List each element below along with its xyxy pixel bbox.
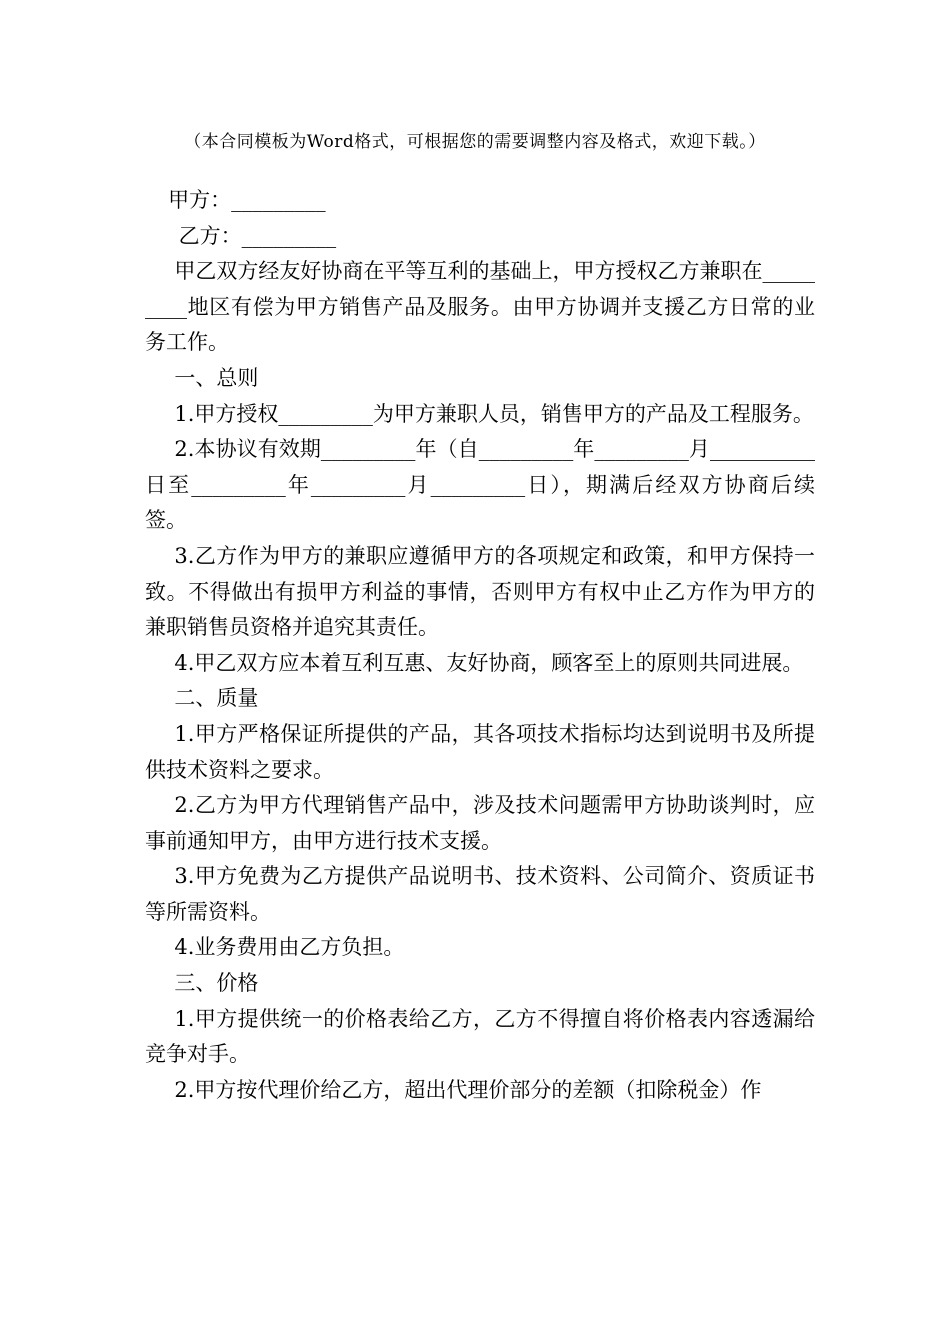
clause-3-1: 1.甲方提供统一的价格表给乙方，乙方不得擅自将价格表内容透漏给竞争对手。: [145, 1006, 815, 1067]
section-heading-quality: 二、质量: [174, 686, 259, 711]
section-heading-general: 一、总则: [174, 365, 259, 390]
clause-1-2: 2.本协议有效期_________年（自_________年_________月__________日至_________年_________月_________日），期满后经双方协商后续签。: [145, 437, 815, 533]
clause-2-1: 1.甲方严格保证所提供的产品，其各项技术指标均达到说明书及所提供技术资料之要求。: [145, 721, 815, 782]
section-heading-price: 三、价格: [174, 971, 259, 996]
clause-2-3: 3.甲方免费为乙方提供产品说明书、技术资料、公司简介、资质证书等所需资料。: [145, 864, 815, 924]
clause-2-2: 2.乙方为甲方代理销售产品中，涉及技术问题需甲方协助谈判时，应事前通知甲方，由甲方进行技术支援。: [145, 793, 815, 853]
template-note: （本合同模板为Word格式，可根据您的需要调整内容及格式，欢迎下载。）: [184, 132, 766, 152]
party-b-line: 乙方：_________: [178, 223, 337, 248]
clause-2-4: 4.业务费用由乙方负担。: [174, 935, 405, 960]
clause-1-1: 1.甲方授权_________为甲方兼职人员，销售甲方的产品及工程服务。: [174, 401, 814, 426]
party-a-line: 甲方：_________: [168, 188, 326, 212]
intro-paragraph: 甲乙双方经友好协商在平等互利的基础上，甲方授权乙方兼职在_________地区有偿为甲方销售产品及服务。由甲方协调并支援乙方日常的业务工作。: [145, 259, 815, 355]
clause-1-3: 3.乙方作为甲方的兼职应遵循甲方的各项规定和政策，和甲方保持一致。不得做出有损甲方利益的事情，否则甲方有权中止乙方作为甲方的兼职销售员资格并追究其责任。: [145, 543, 815, 640]
clause-3-2: 2.甲方按代理价给乙方，超出代理价部分的差额（扣除税金）作: [174, 1077, 762, 1102]
contract-body: [145, 183, 815, 1108]
clause-1-4: 4.甲乙双方应本着互利互惠、友好协商，顾客至上的原则共同进展。: [174, 650, 804, 675]
